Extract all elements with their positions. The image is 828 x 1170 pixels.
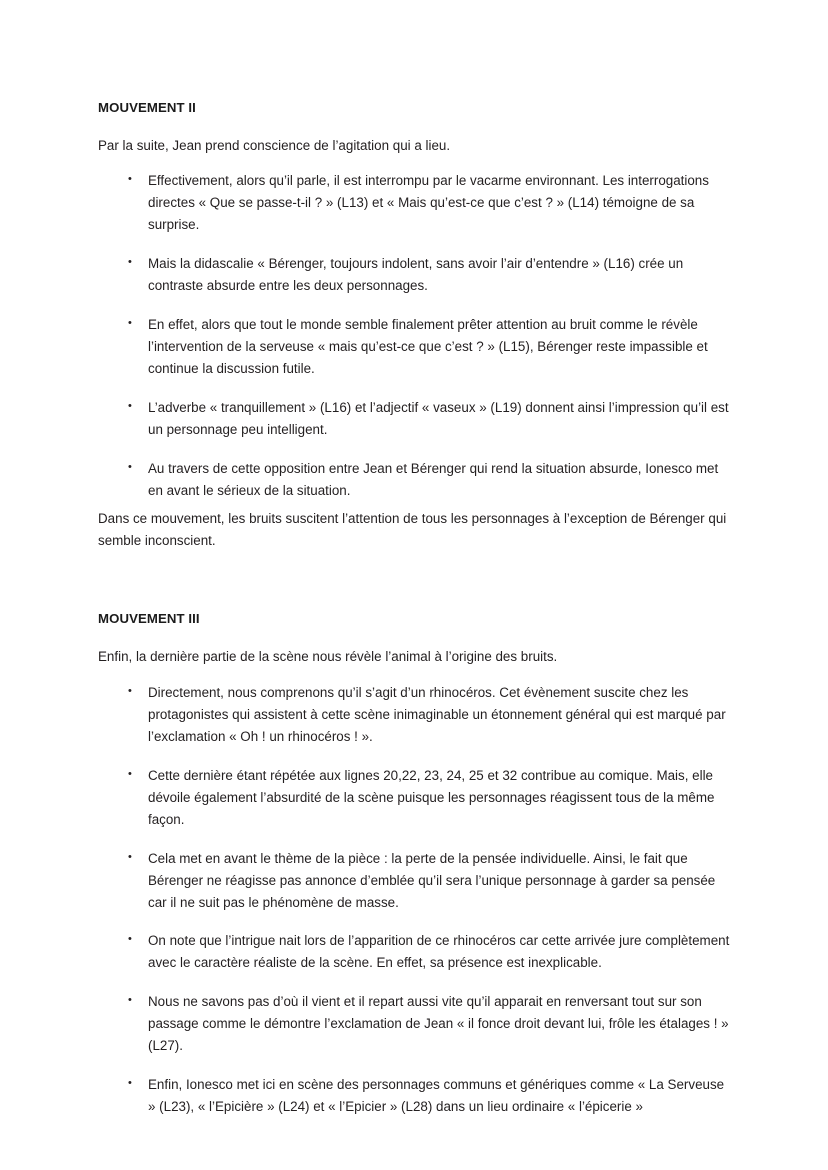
section-heading-mouvement-iii: MOUVEMENT III xyxy=(98,611,200,627)
list-item xyxy=(98,170,734,236)
list-item-text: Effectivement, alors qu’il parle, il est interrompu par le vacarme environnant. Les interrogations directes « Que se passe-t-il ? » (L13) et « Mais qu’est-ce que c’est ? » (L14) témoigne de sa surprise. xyxy=(148,173,709,233)
list-item xyxy=(98,930,734,974)
section-mouvement-ii xyxy=(98,100,734,551)
section-divider-space xyxy=(98,565,734,611)
section-heading-mouvement-ii: MOUVEMENT II xyxy=(98,100,196,115)
bullet-point-icon: • xyxy=(128,256,132,269)
bullet-list-mouvement-ii xyxy=(98,170,734,502)
section-intro-paragraph: Enfin, la dernière partie de la scène nous révèle l’animal à l’origine des bruits. xyxy=(98,648,558,664)
bullet-point-icon: • xyxy=(128,461,132,474)
list-item xyxy=(98,314,734,380)
bullet-point-icon: • xyxy=(128,850,132,863)
bullet-point-icon: • xyxy=(128,317,132,330)
list-item-text: Directement, nous comprenons qu’il s’agit d’un rhinocéros. Cet évènement suscite chez les protagonistes qui assistent à cette scène inimaginable un étonnement général qui est marqué par l’exclamation « Oh ! un rhinocéros ! ». xyxy=(148,684,726,744)
document-body xyxy=(98,100,734,1118)
section-closing-paragraph: Dans ce mouvement, les bruits suscitent l’attention de tous les personnages à l’exception de Bérenger qui semble inconscient. xyxy=(98,511,727,548)
list-item-text: L’adverbe « tranquillement » (L16) et l’adjectif « vaseux » (L19) donnent ainsi l’impression qu’il est un personnage peu intelligent. xyxy=(148,400,729,438)
list-item-text: Cette dernière étant répétée aux lignes 20,22, 23, 24, 25 et 32 contribue au comique. Mais, elle dévoile également l’absurdité de la scène puisque les personnages réagissent tous de la même façon. xyxy=(148,767,715,827)
list-item-text: Mais la didascalie « Bérenger, toujours indolent, sans avoir l’air d’entendre » (L16) crée un contraste absurde entre les deux personnages. xyxy=(148,256,684,294)
section-mouvement-iii xyxy=(98,611,734,1118)
bullet-point-icon: • xyxy=(128,1077,132,1090)
list-item xyxy=(98,397,734,441)
bullet-point-icon: • xyxy=(128,933,132,946)
list-item xyxy=(98,765,734,831)
list-item xyxy=(98,458,734,502)
list-item xyxy=(98,682,734,748)
bullet-point-icon: • xyxy=(128,400,132,413)
list-item-text: Enfin, Ionesco met ici en scène des personnages communs et génériques comme « La Serveuse » (L23), « l’Epicière » (L24) et « l’Epicier » (L28) dans un lieu ordinaire « l’épicerie » xyxy=(148,1077,725,1115)
list-item xyxy=(98,253,734,297)
list-item xyxy=(98,848,734,914)
list-item xyxy=(98,991,734,1057)
bullet-point-icon: • xyxy=(128,994,132,1007)
list-item-text: Au travers de cette opposition entre Jean et Bérenger qui rend la situation absurde, Ionesco met en avant le sérieux de la situation. xyxy=(148,461,719,499)
list-item-text: Cela met en avant le thème de la pièce : la perte de la pensée individuelle. Ainsi, le fait que Bérenger ne réagisse pas annonce d’emblée qu’il sera l’unique personnage à garder sa pensée car il ne suit pas le phénomène de masse. xyxy=(148,850,716,910)
bullet-point-icon: • xyxy=(128,684,132,697)
list-item xyxy=(98,1074,734,1118)
list-item-text: Nous ne savons pas d’où il vient et il repart aussi vite qu’il apparait en renversant tout sur son passage comme le démontre l’exclamation de Jean « il fonce droit devant lui, frôle les étalages ! » (L27). xyxy=(148,994,729,1054)
section-intro-paragraph: Par la suite, Jean prend conscience de l’agitation qui a lieu. xyxy=(98,137,451,153)
bullet-point-icon: • xyxy=(128,767,132,780)
list-item-text: On note que l’intrigue nait lors de l’apparition de ce rhinocéros car cette arrivée jure complètement avec le caractère réaliste de la scène. En effet, sa présence est inexplicable. xyxy=(148,933,730,971)
list-item-text: En effet, alors que tout le monde semble finalement prêter attention au bruit comme le révèle l’intervention de la serveuse « mais qu’est-ce que c’est ? » (L15), Bérenger reste impassible et continue la discussion futile. xyxy=(148,317,708,377)
bullet-point-icon: • xyxy=(128,173,132,186)
bullet-list-mouvement-iii xyxy=(98,682,734,1119)
